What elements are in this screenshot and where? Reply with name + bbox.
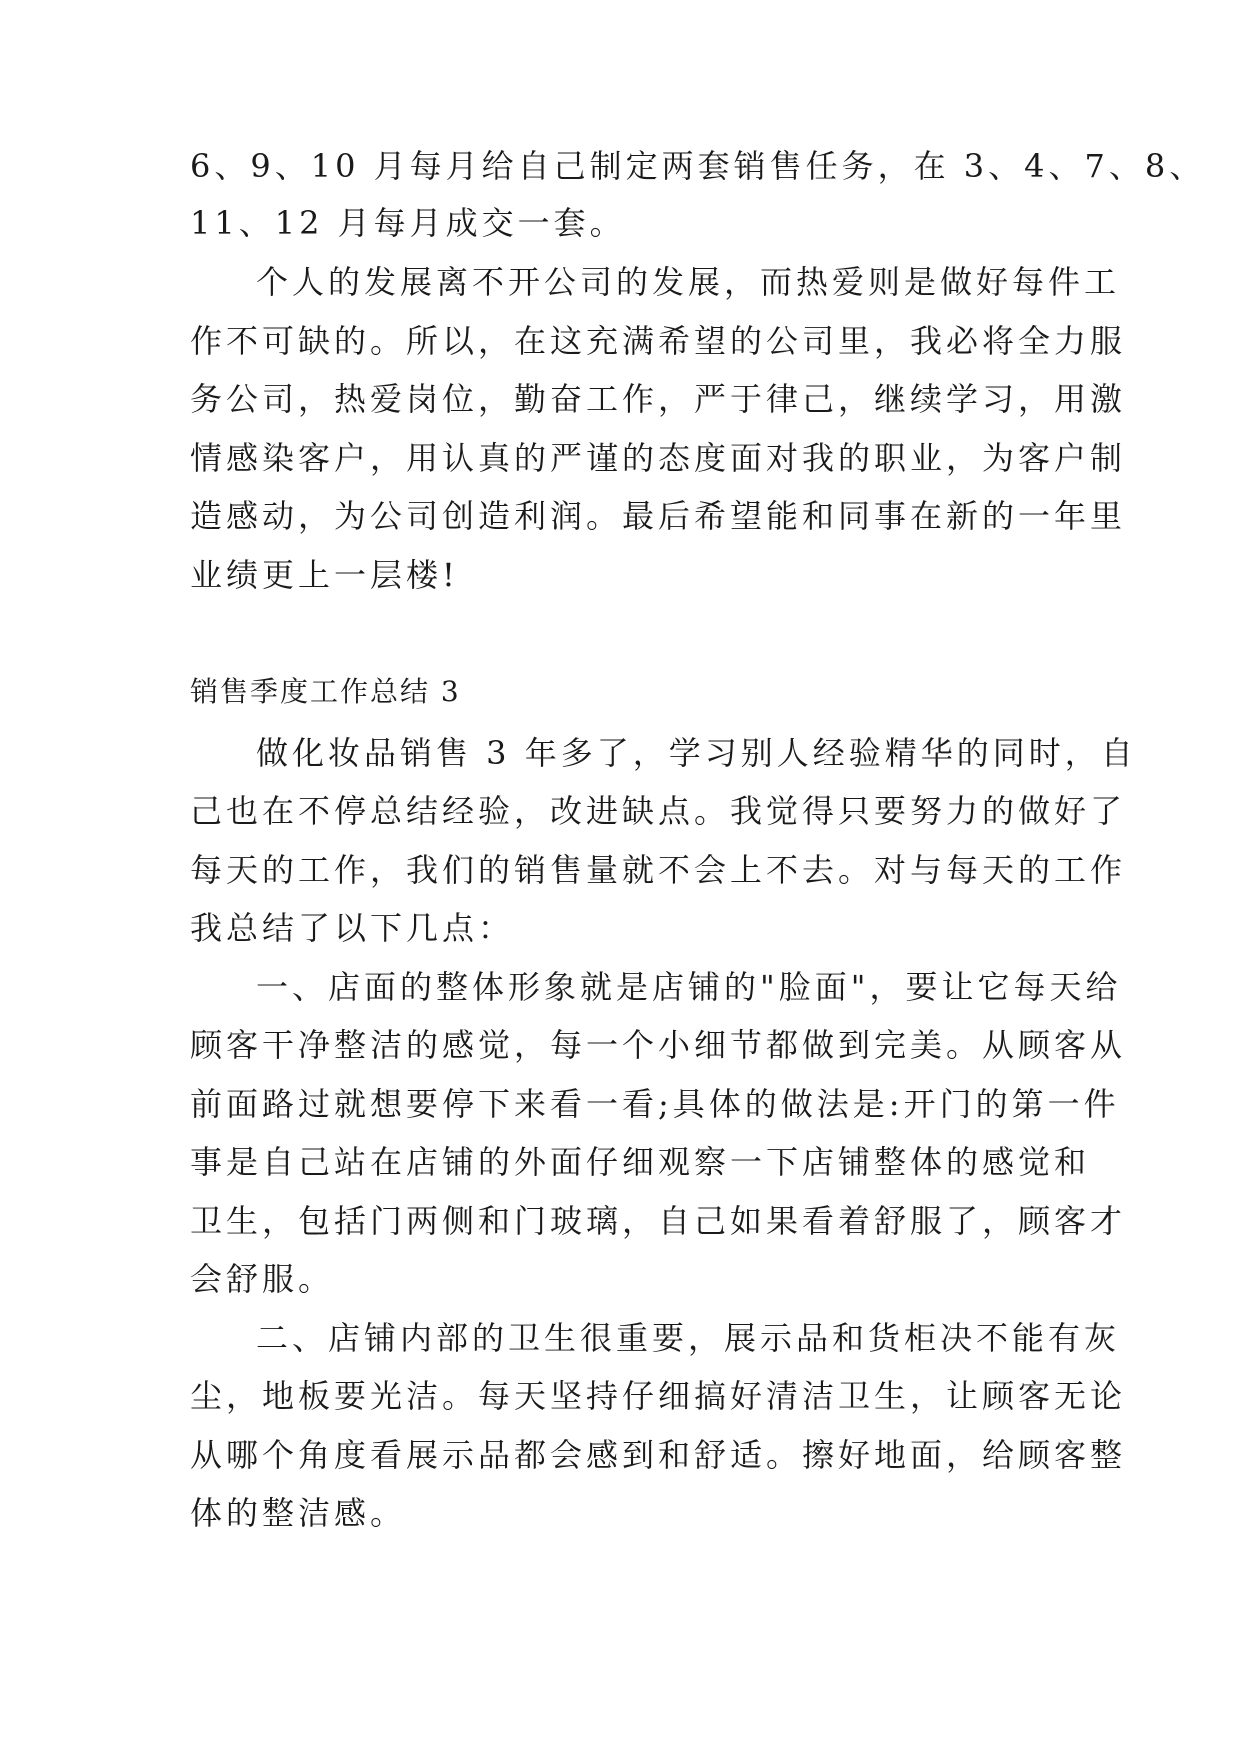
text-line: 从哪个角度看展示品都会感到和舒适。擦好地面，给顾客整 [190,1436,1127,1474]
text-line: 体的整洁感。 [190,1494,407,1532]
text-line: 事是自己站在店铺的外面仔细观察一下店铺整体的感觉和 [190,1143,1091,1181]
text-line: 情感染客户，用认真的严谨的态度面对我的职业，为客户制 [190,439,1127,477]
text-line: 每天的工作，我们的销售量就不会上不去。对与每天的工作 [190,851,1127,889]
text-line: 会舒服。 [190,1260,335,1298]
paragraph-start: 个人的发展离不开公司的发展，而热爱则是做好每件工 [256,263,1121,301]
text-line: 我总结了以下几点： [190,909,515,947]
section-title: 销售季度工作总结 3 [190,675,461,708]
text-line: 顾客干净整洁的感觉，每一个小细节都做到完美。从顾客从 [190,1026,1127,1064]
text-line: 前面路过就想要停下来看一看;具体的做法是:开门的第一件 [190,1085,1120,1123]
text-line: 造感动，为公司创造利润。最后希望能和同事在新的一年里 [190,497,1127,535]
text-line: 业绩更上一层楼! [190,556,459,594]
text-line: 6、9、10 月每月给自己制定两套销售任务，在 3、4、7、8、 [190,147,1206,185]
paragraph-start: 做化妆品销售 3 年多了，学习别人经验精华的同时，自 [256,734,1137,772]
paragraph-start: 一、店面的整体形象就是店铺的"脸面"，要让它每天给 [256,968,1122,1006]
text-line: 尘，地板要光洁。每天坚持仔细搞好清洁卫生，让顾客无论 [190,1377,1127,1415]
text-line: 务公司，热爱岗位，勤奋工作，严于律己，继续学习，用激 [190,380,1127,418]
paragraph-start: 二、店铺内部的卫生很重要，展示品和货柜决不能有灰 [256,1319,1121,1357]
text-line: 作不可缺的。所以，在这充满希望的公司里，我必将全力服 [190,322,1127,360]
text-line: 己也在不停总结经验，改进缺点。我觉得只要努力的做好了 [190,792,1127,830]
text-line: 卫生，包括门两侧和门玻璃，自己如果看着舒服了，顾客才 [190,1202,1127,1240]
text-line: 11、12 月每月成交一套。 [190,204,626,242]
